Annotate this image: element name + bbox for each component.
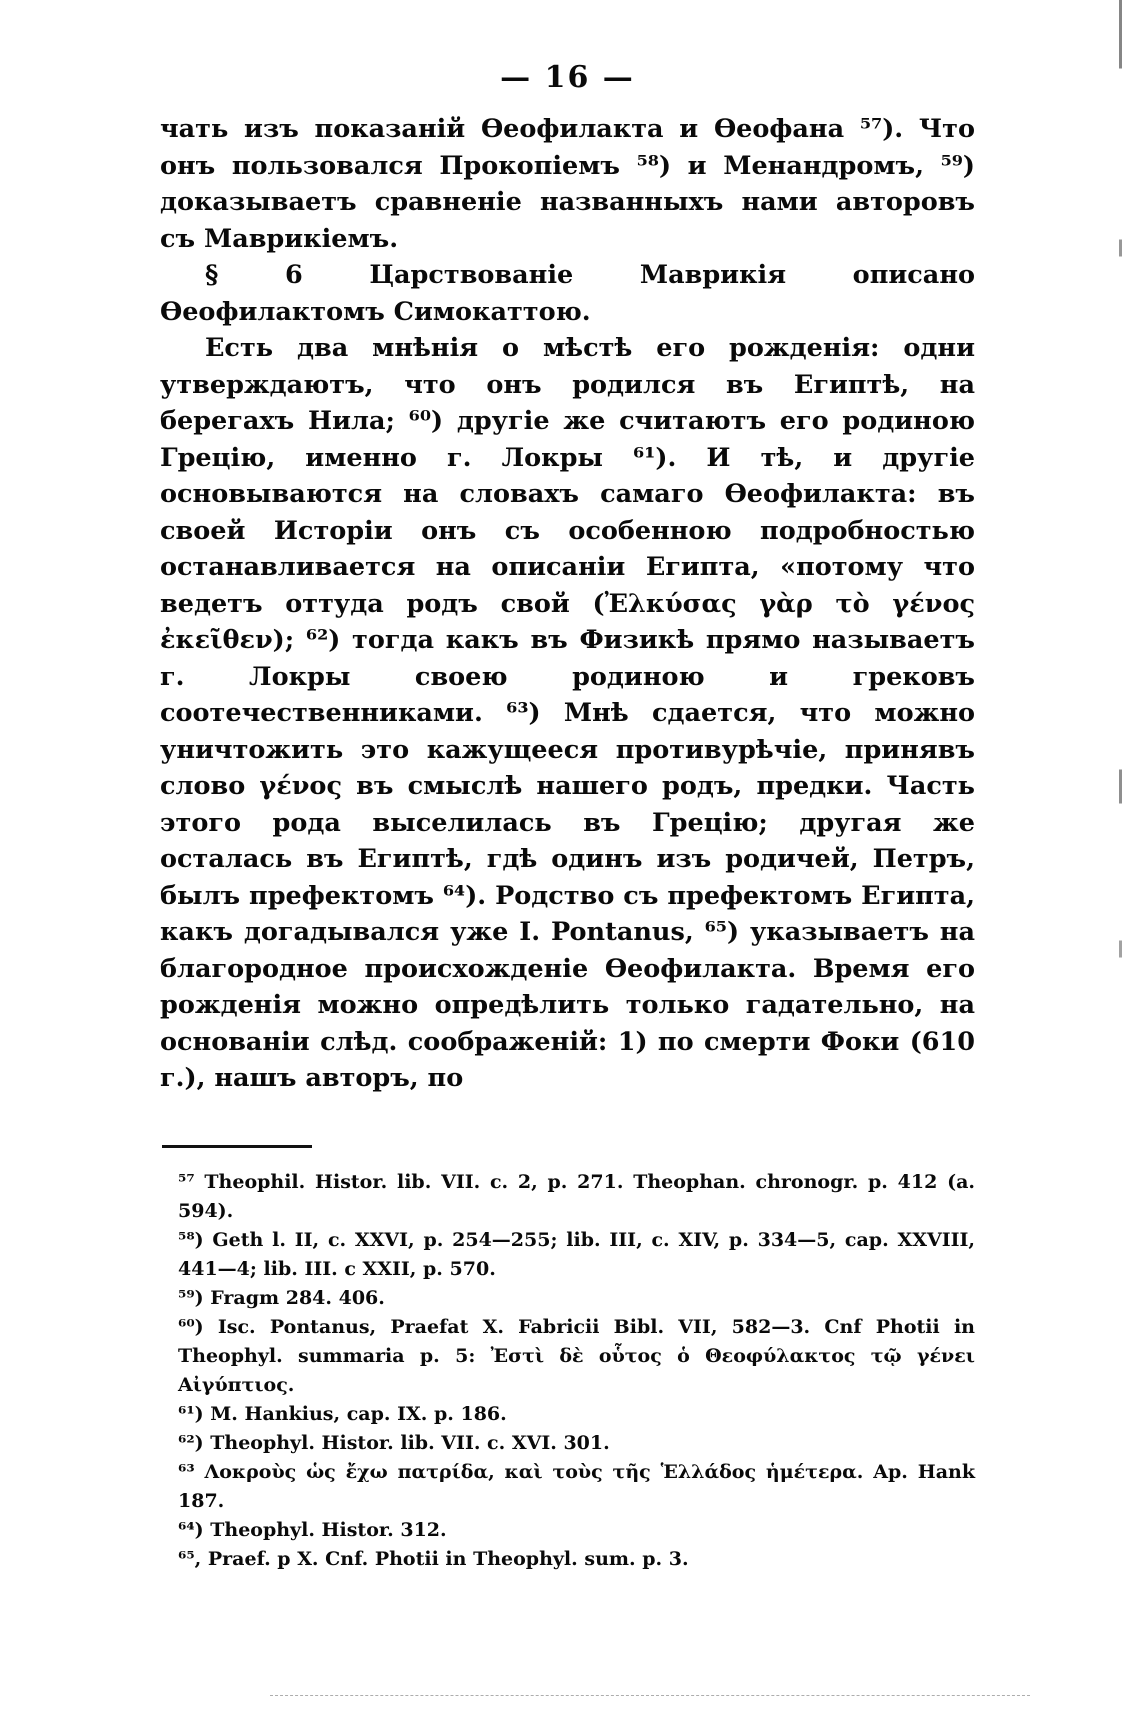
footnote-57: ⁵⁷ Theophil. Histor. lib. VII. c. 2, p. 271. Theophan. chronogr. p. 412 (a. 594). xyxy=(178,1170,975,1222)
scan-bottom-artifact xyxy=(270,1687,1030,1696)
scan-edge-artifact xyxy=(1119,0,1122,1710)
footnotes xyxy=(160,1168,975,1574)
footnote-61: ⁶¹) M. Hankius, cap. IX. p. 186. xyxy=(178,1402,507,1425)
footnote-60: ⁶⁰) Isc. Pontanus, Praefat X. Fabricii Bibl. VII, 582—3. Cnf Photii in Theophyl. summaria p. 5: Ἐστὶ δὲ οὗτος ὁ Θεοφύλακτος τῷ γένει Αἰγύπτιος. xyxy=(178,1315,975,1396)
main-text xyxy=(160,111,975,1097)
book-page xyxy=(160,60,975,1574)
footnote-58: ⁵⁸) Geth l. II, c. XXVI, p. 254—255; lib. III, c. XIV, p. 334—5, cap. XXVIII, 441—4; lib. III. c XXII, p. 570. xyxy=(178,1228,975,1280)
footnote-separator xyxy=(162,1145,312,1148)
paragraph-1: чать изъ показаній Ѳеофилакта и Ѳеофана ⁵⁷). Что онъ пользовался Прокопіемъ ⁵⁸) и Менандромъ, ⁵⁹) доказываетъ сравненіе названныхъ нами авторовъ съ Маврикіемъ. xyxy=(160,114,975,254)
page-number: — 16 — xyxy=(500,60,635,95)
footnote-62: ⁶²) Theophyl. Histor. lib. VII. c. XVI. 301. xyxy=(178,1431,610,1454)
footnote-63: ⁶³ Λοκροὺς ὡς ἔχω πατρίδα, καὶ τοὺς τῆς Ἑλλάδος ἡμέτερα. Ap. Hank 187. xyxy=(178,1460,975,1512)
footnote-65: ⁶⁵, Praef. p X. Cnf. Photii in Theophyl. sum. p. 3. xyxy=(178,1547,689,1570)
footnote-59: ⁵⁹) Fragm 284. 406. xyxy=(178,1286,385,1309)
footnote-64: ⁶⁴) Theophyl. Histor. 312. xyxy=(178,1518,447,1541)
section-heading-paragraph: § 6 Царствованіе Маврикія описано Ѳеофилактомъ Симокаттою. xyxy=(160,260,975,327)
paragraph-3: Есть два мнѣнія о мѣстѣ его рожденія: одни утверждаютъ, что онъ родился въ Египтѣ, на берегахъ Нила; ⁶⁰) другіе же считаютъ его родиною Грецію, именно г. Локры ⁶¹). И тѣ, и другіе основываются на словахъ самаго Ѳеофилакта: въ своей Исторіи онъ съ особенною подробностью останавливается на описаніи Египта, «потому что ведетъ оттуда родъ свой (Ἐλκύσας γὰρ τὸ γένος ἐκεῖθεν); ⁶²) тогда какъ въ Физикѣ прямо называетъ г. Локры своею родиною и грековъ соотечественниками. ⁶³) Мнѣ сдается, что можно уничтожить это кажущееся противурѣчіе, принявъ слово γένος въ смыслѣ нашего родъ, предки. Часть этого рода выселилась въ Грецію; другая же осталась въ Египтѣ, гдѣ одинъ изъ родичей, Петръ, былъ префектомъ ⁶⁴). Родство съ префектомъ Египта, какъ догадывался уже I. Pontanus, ⁶⁵) указываетъ на благородное происхожденіе Ѳеофилакта. Время его рожденія можно опредѣлить только гадательно, на основаніи слѣд. соображеній: 1) по смерти Фоки (610 г.), нашъ авторъ, по xyxy=(160,333,975,1093)
